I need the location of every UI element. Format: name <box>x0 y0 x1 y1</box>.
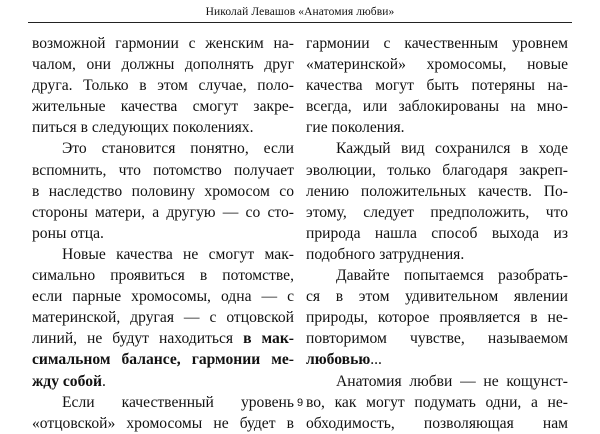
text-line <box>306 349 568 370</box>
header-rule <box>28 22 572 23</box>
line-text: обходимость, позволяющая нам <box>306 414 568 432</box>
text-line <box>32 413 294 434</box>
line-text: Это становится понятно, если <box>62 140 294 158</box>
text-line <box>306 202 568 223</box>
line-text: Каждый вид сохранился в ходе <box>336 140 568 158</box>
text-line <box>306 371 568 392</box>
text-line <box>32 160 294 181</box>
line-text: роны отца. <box>32 224 104 242</box>
text-line <box>306 244 568 265</box>
text-line <box>306 117 568 138</box>
line-text: этому, следует предположить, что <box>306 203 568 221</box>
text-line <box>306 223 568 244</box>
running-header: Николай Левашов «Анатомия любви» <box>205 6 395 18</box>
line-text: чалом, они должны дополнять друг <box>32 56 294 74</box>
line-text: Анатомия любви — не кощунст- <box>336 372 568 390</box>
text-line <box>32 349 294 370</box>
text-line <box>32 33 294 54</box>
emphasis-text: любовью <box>306 351 371 369</box>
emphasis-text: симальном балансе, гармонии ме- <box>32 351 294 369</box>
text-line <box>306 265 568 286</box>
line-text: линий, не будут находиться <box>32 330 244 348</box>
text-line <box>32 307 294 328</box>
line-tail: ... <box>370 351 382 369</box>
page-number: 9 <box>296 397 304 409</box>
text-line <box>306 181 568 202</box>
line-text: лению положительных качеств. По- <box>306 182 568 200</box>
text-line <box>32 96 294 117</box>
line-text: природы, которое проявляется в не- <box>306 309 568 327</box>
line-text: питься в следующих поколениях. <box>32 119 254 137</box>
text-line <box>306 138 568 159</box>
line-text: жительные качества смогут закре- <box>32 98 294 116</box>
line-text: «отцовской» хромосомы не будет в <box>32 414 294 432</box>
line-text: друга. Только в этом случае, поло- <box>32 77 294 95</box>
line-tail: . <box>101 372 106 390</box>
line-text: возможной гармонии с женским на- <box>32 35 294 52</box>
line-text: если парные хромосомы, одна — с <box>32 288 294 306</box>
line-text: во, как могут подумать одни, а не- <box>306 393 568 411</box>
text-line <box>32 54 294 75</box>
emphasis-text: жду собой <box>32 372 102 390</box>
line-text: эволюции, только благодаря закреп- <box>306 161 568 179</box>
line-text: стороны матери, а другую — со сто- <box>32 203 294 221</box>
text-line <box>32 117 294 138</box>
text-line <box>306 328 568 349</box>
line-text: «материнской» хромосомы, новые <box>306 56 568 74</box>
text-line <box>306 54 568 75</box>
line-text: в наследство половину хромосом со <box>32 182 294 200</box>
line-text: подобного затруднения. <box>306 245 465 263</box>
line-text: вспомнить, что потомство получает <box>32 161 294 179</box>
text-line <box>32 202 294 223</box>
line-text: Новые качества не смогут мак- <box>62 245 294 263</box>
text-line <box>32 223 294 244</box>
text-line <box>306 307 568 328</box>
text-column-left <box>32 33 294 434</box>
text-column-right <box>306 33 568 434</box>
text-line <box>306 33 568 54</box>
line-text: природа нашла способ выхода из <box>306 224 568 242</box>
text-line <box>32 75 294 96</box>
text-line <box>32 181 294 202</box>
line-text: гие поколения. <box>306 119 405 137</box>
line-text: Если качественный уровень <box>62 393 294 411</box>
text-line <box>32 265 294 286</box>
line-text: повторимом чувстве, называемом <box>306 330 568 348</box>
text-line <box>306 413 568 434</box>
line-text: всегда, или заблокированы на мно- <box>306 98 568 116</box>
text-line <box>32 328 294 349</box>
text-line <box>32 371 294 392</box>
text-line <box>306 96 568 117</box>
text-line <box>306 286 568 307</box>
text-line <box>306 75 568 96</box>
line-text: Давайте попытаемся разобрать- <box>336 267 568 285</box>
text-line <box>306 160 568 181</box>
emphasis-text: в мак- <box>243 330 294 348</box>
text-line <box>32 286 294 307</box>
line-text: гармонии с качественным уровнем <box>306 35 568 52</box>
line-text: материнской, другая — с отцовской <box>32 309 294 327</box>
line-text: качества могут быть потеряны на- <box>306 77 568 95</box>
line-text: симально проявиться в потомстве, <box>32 267 294 285</box>
text-line <box>32 138 294 159</box>
line-text: ся в этом удивительном явлении <box>306 288 568 306</box>
text-line <box>32 244 294 265</box>
